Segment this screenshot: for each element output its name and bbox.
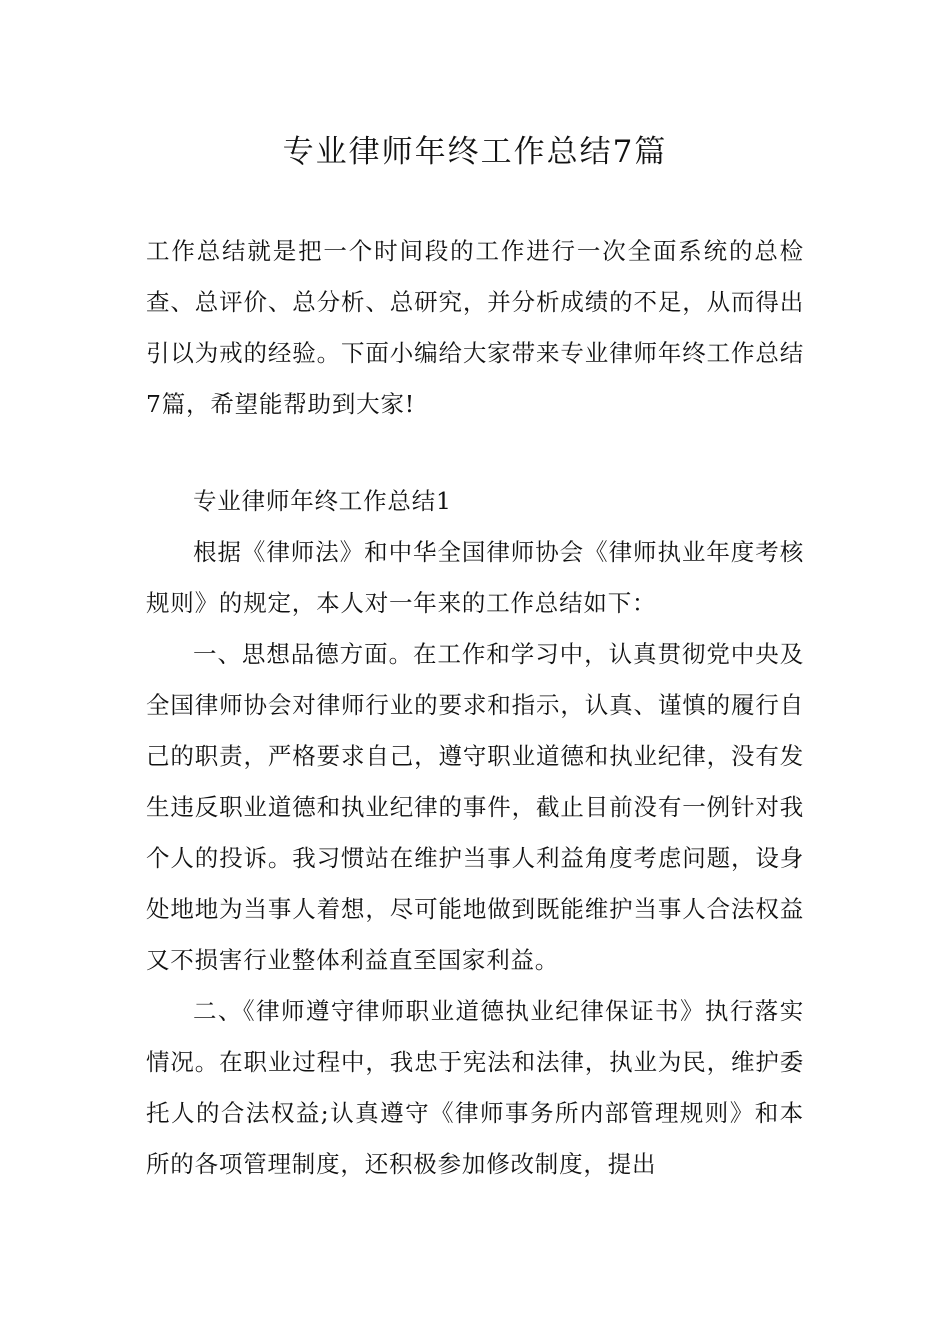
section-content (146, 476, 804, 1190)
body-paragraph-2: 一、思想品德方面。在工作和学习中，认真贯彻党中央及全国律师协会对律师行业的要求和指示，认真、谨慎的履行自己的职责，严格要求自己，遵守职业道德和执业纪律，没有发生违反职业道德和执业纪律的事件，截止目前没有一例针对我个人的投诉。我习惯站在维护当事人利益角度考虑问题，设身处地地为当事人着想，尽可能地做到既能维护当事人合法权益又不损害行业整体利益直至国家利益。 (146, 640, 804, 974)
body-paragraph-1: 根据《律师法》和中华全国律师协会《律师执业年度考核规则》的规定，本人对一年来的工作总结如下： (146, 538, 804, 617)
section-heading: 专业律师年终工作总结1 (193, 487, 452, 515)
body-paragraph-3: 二、《律师遵守律师职业道德执业纪律保证书》执行落实情况。在职业过程中，我忠于宪法和法律，执业为民，维护委托人的合法权益;认真遵守《律师事务所内部管理规则》和本所的各项管理制度，还积极参加修改制度，提出 (146, 997, 804, 1178)
document-title: 专业律师年终工作总结7篇 (282, 134, 668, 170)
intro-paragraph: 工作总结就是把一个时间段的工作进行一次全面系统的总检查、总评价、总分析、总研究，并分析成绩的不足，从而得出引以为戒的经验。下面小编给大家带来专业律师年终工作总结7篇，希望能帮助到大家! (146, 237, 804, 418)
